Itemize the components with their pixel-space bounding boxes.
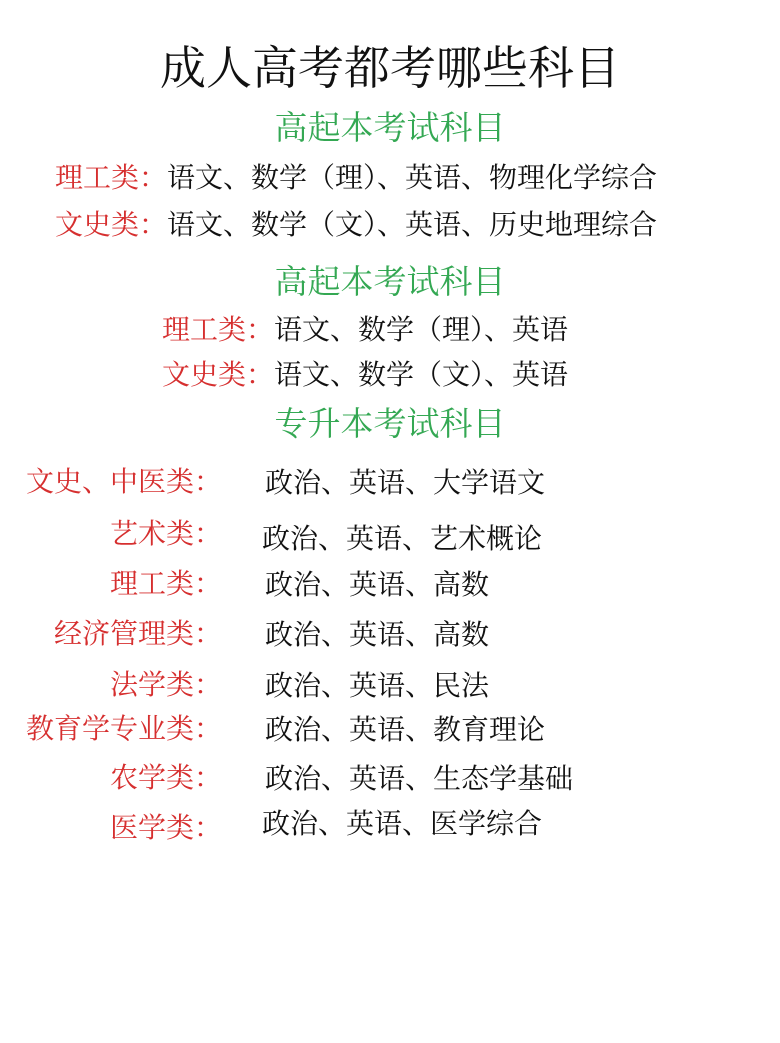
zsb-subjects-ligong: 政治、英语、高数 [265,568,490,601]
zsb-subjects-nongxue: 政治、英语、生态学基础 [265,762,574,795]
zsb-subjects-jingji-guanli: 政治、英语、高数 [265,618,490,651]
zsb-subjects-yixue: 政治、英语、医学综合 [262,807,543,840]
subjects-text: 语文、数学（理）、英语 [274,313,569,346]
section1-row-wenshi [55,205,657,245]
section-heading-zhuanshengben: 专升本考试科目 [274,404,506,443]
section1-row-ligong [55,158,657,198]
zsb-subjects-yishu: 政治、英语、艺术概论 [262,522,543,555]
zsb-category-jiaoyuxue: 教育学专业类： [25,712,222,745]
category-label: 理工类： [162,313,275,346]
page-title: 成人高考都考哪些科目 [160,41,620,95]
section2-row-wenshi [162,355,568,395]
subjects-text: 语文、数学（理）、英语、物理化学综合 [167,161,658,194]
section-heading-gaoqiben-1: 高起本考试科目 [274,108,506,147]
category-label: 文史类： [162,358,275,391]
zsb-subjects-jiaoyuxue: 政治、英语、教育理论 [265,713,546,746]
category-label: 文史类： [55,208,168,241]
zsb-subjects-wenshi-zhongyi: 政治、英语、大学语文 [265,466,546,499]
zsb-category-wenshi-zhongyi: 文史、中医类： [25,465,222,498]
zsb-subjects-faxue: 政治、英语、民法 [265,669,490,702]
subjects-text: 语文、数学（文）、英语、历史地理综合 [167,208,658,241]
zsb-category-jingji-guanli: 经济管理类： [53,617,222,650]
zsb-category-yishu: 艺术类： [109,517,222,550]
category-label: 理工类： [55,161,168,194]
zsb-category-nongxue: 农学类： [109,761,222,794]
section2-row-ligong [162,310,568,350]
section-heading-gaoqiben-2: 高起本考试科目 [274,262,506,301]
zsb-category-yixue: 医学类： [109,811,222,844]
zsb-category-faxue: 法学类： [109,668,222,701]
zsb-category-ligong: 理工类： [109,567,222,600]
subjects-text: 语文、数学（文）、英语 [274,358,569,391]
